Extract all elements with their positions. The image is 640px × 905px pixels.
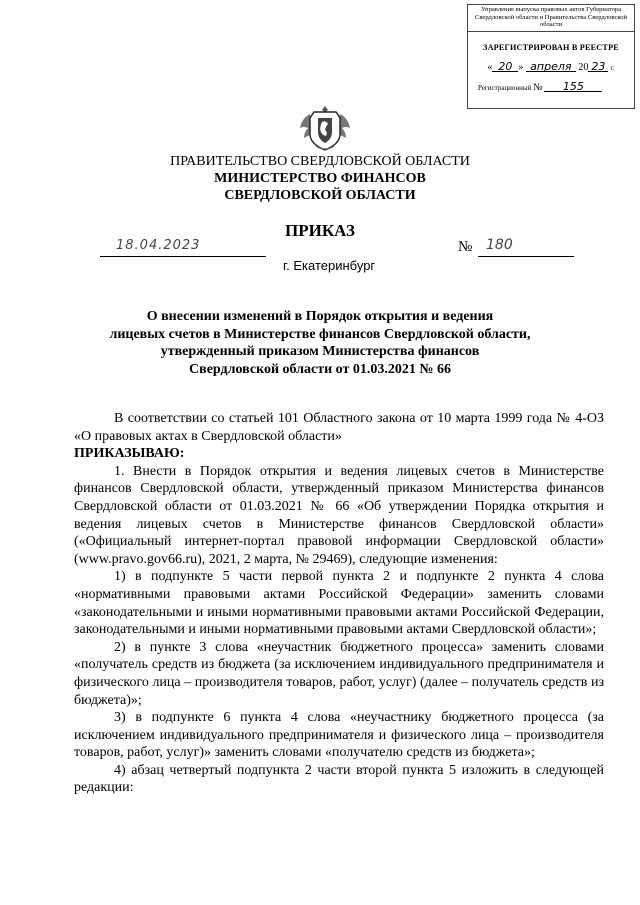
city: г. Екатеринбург [283, 258, 376, 273]
handwritten-number: 180 [486, 237, 513, 253]
item-1: 1. Внести в Порядок открытия и ведения лицевых счетов в Министерстве финансов Свердловской области, утвержденный приказом Министерства финансов Свердловской области от 01.03.2021 № 66 «Об утверждении Порядка открытия и ведения лицевых счетов в Министерстве финансов Свердловской области» («Официальный интернет-портал правовой информации Свердловской области» (www.pravo.gov66.ru), 2021, 2 марта, № 29469), следующие изменения: [74, 463, 604, 567]
subject-line: Свердловской области от 01.03.2021 № 66 [189, 361, 451, 377]
subitem-1: 1) в подпункте 5 части первой пункта 2 и подпункте 2 пункта 4 слова «нормативными правовыми актами Российской Федерации» заменить словами «законодательными и иными нормативными правовыми актами Российской Федерации, законодательными и иными нормативными правовыми актами Свердловской области»; [74, 569, 604, 638]
stamp-reg-label: Регистрационный [478, 83, 532, 92]
number-sign: № [458, 239, 473, 255]
stamp-close-quote: » [518, 62, 524, 74]
registration-stamp [467, 4, 635, 109]
stamp-month: апреля [526, 63, 576, 72]
subitem-4: 4) абзац четвертый подпункта 2 части второй пункта 5 изложить в следующей редакции: [74, 762, 604, 796]
handwritten-date: 18.04.2023 [116, 238, 201, 253]
document-subject [80, 308, 560, 378]
document-type: ПРИКАЗ [285, 221, 355, 240]
subject-line: лицевых счетов в Министерстве финансов Свердловской области, [109, 326, 531, 342]
stamp-open-quote: « [487, 62, 493, 74]
preamble: В соответствии со статьей 101 Областного закона от 10 марта 1999 года № 4-ОЗ «О правовых актах в Свердловской области» [74, 411, 604, 444]
subitem-3: 3) в подпункте 6 пункта 4 слова «неучастнику бюджетного процесса (за исключением индивидуального предпринимателя и физического лица – производителя товаров, работ, услуг)» заменить словами «получателю средств из бюджета»; [74, 710, 604, 761]
stamp-year-prefix: 20 [578, 62, 589, 74]
subitem-2: 2) в пункте 3 слова «неучастник бюджетного процесса» заменить словами «получатель средств из бюджета (за исключением индивидуального предпринимателя и физического лица – производителя товаров, работ, услуг) (далее – получатель средств из бюджета)»; [74, 639, 604, 708]
stamp-reg-sign: № [533, 81, 543, 93]
subject-line: утвержденный приказом Министерства финансов [160, 344, 480, 359]
stamp-registered: ЗАРЕГИСТРИРОВАН В РЕЕСТРЕ [483, 42, 619, 52]
coat-of-arms-icon [296, 104, 354, 154]
document-body [74, 410, 604, 797]
stamp-header: Управление выпуска правовых актов Губернатора Свердловской области и Правительства Свердловской области [468, 5, 634, 32]
stamp-date [468, 60, 634, 74]
stamp-day: 20 [492, 63, 518, 72]
stamp-year-abbr: г. [610, 64, 615, 73]
stamp-reg-value: 155 [544, 83, 602, 92]
stamp-year-suffix: 23 [588, 63, 608, 72]
org-region: СВЕРДЛОВСКОЙ ОБЛАСТИ [224, 188, 416, 203]
stamp-reg-number [468, 79, 634, 93]
order-word: ПРИКАЗЫВАЮ: [74, 446, 185, 462]
subject-line: О внесении изменений в Порядок открытия и ведения [146, 309, 494, 324]
org-government: ПРАВИТЕЛЬСТВО СВЕРДЛОВСКОЙ ОБЛАСТИ [170, 154, 470, 169]
org-ministry: МИНИСТЕРСТВО ФИНАНСОВ [214, 171, 426, 186]
number-field [478, 238, 574, 257]
date-field [100, 238, 266, 257]
